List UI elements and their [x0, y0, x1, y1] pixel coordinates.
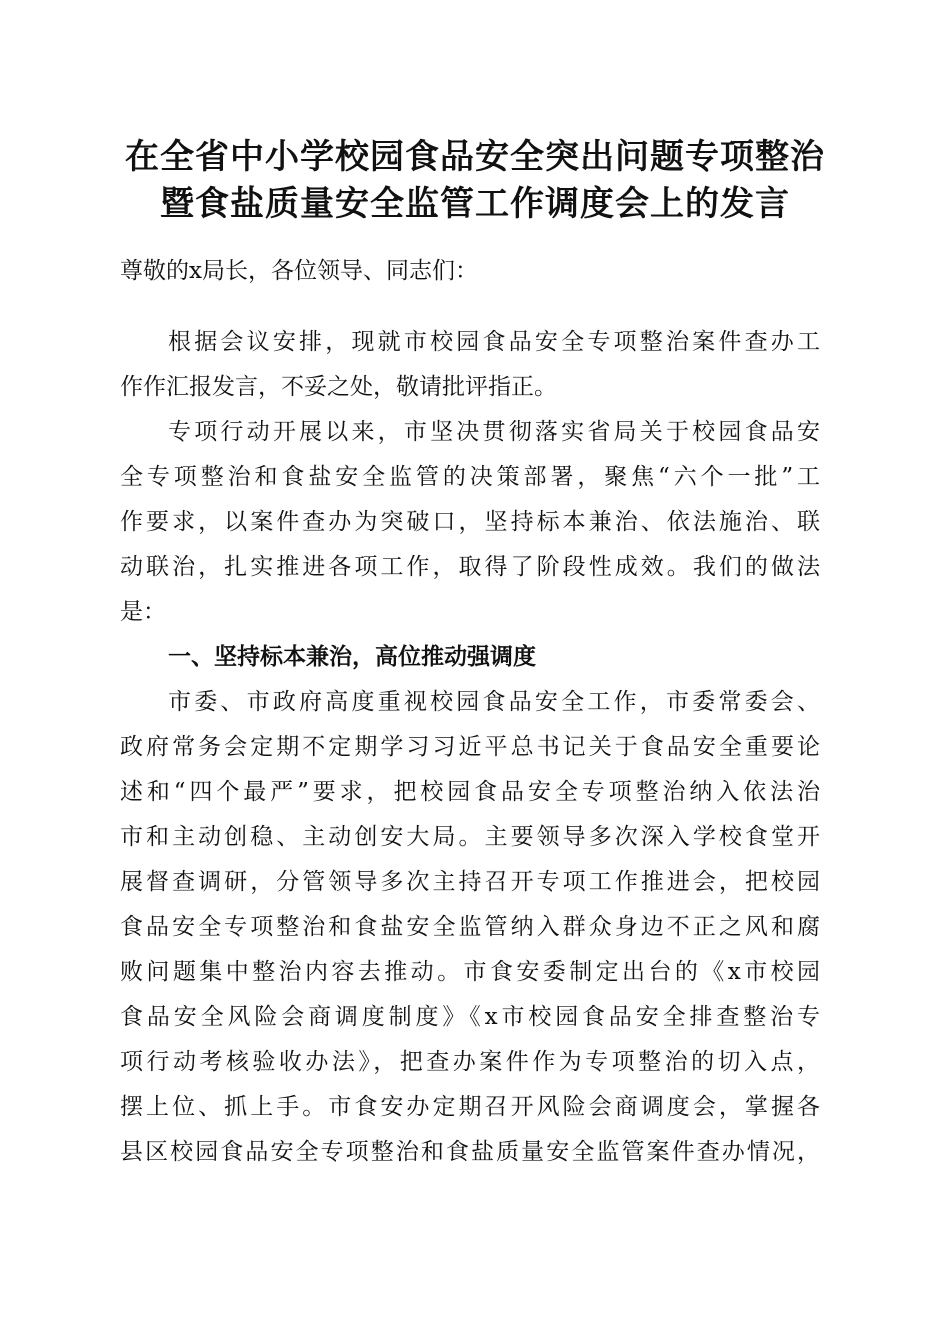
paragraph-3-line-9: 项行动考核验收办法》，把查办案件作为专项整治的切入点，	[120, 1049, 820, 1075]
paragraph-3-line-7: 败问题集中整治内容去推动。市食安委制定出台的《x市校园	[120, 959, 820, 985]
salutation: 尊敬的x局长，各位领导、同志们：	[120, 258, 478, 284]
paragraph-3-line-11: 县区校园食品安全专项整治和食盐质量安全监管案件查办情况，	[120, 1139, 820, 1165]
paragraph-3-line-5: 展督查调研，分管领导多次主持召开专项工作推进会，把校园	[120, 869, 820, 895]
section-heading-1: 一、坚持标本兼治，高位推动强调度	[168, 644, 536, 670]
paragraph-2-line-3: 作要求，以案件查办为突破口，坚持标本兼治、依法施治、联	[120, 509, 820, 535]
paragraph-3-line-3: 述和“四个最严”要求，把校园食品安全专项整治纳入依法治	[120, 779, 820, 805]
paragraph-3-line-1: 市委、市政府高度重视校园食品安全工作，市委常委会、	[168, 689, 820, 715]
paragraph-1-line-1: 根据会议安排，现就市校园食品安全专项整治案件查办工	[168, 329, 820, 355]
paragraph-3-line-10: 摆上位、抓上手。市食安办定期召开风险会商调度会，掌握各	[120, 1094, 820, 1120]
paragraph-2-line-1: 专项行动开展以来，市坚决贯彻落实省局关于校园食品安	[168, 419, 820, 445]
paragraph-2-line-2: 全专项整治和食盐安全监管的决策部署，聚焦“六个一批”工	[120, 464, 820, 490]
paragraph-3-line-6: 食品安全专项整治和食盐安全监管纳入群众身边不正之风和腐	[120, 914, 820, 940]
document-title-line-2: 暨食盐质量安全监管工作调度会上的发言	[160, 184, 790, 224]
paragraph-3-line-4: 市和主动创稳、主动创安大局。主要领导多次深入学校食堂开	[120, 824, 820, 850]
paragraph-2-line-5: 是：	[120, 599, 166, 625]
paragraph-3-line-2: 政府常务会定期不定期学习习近平总书记关于食品安全重要论	[120, 734, 820, 760]
paragraph-3-line-8: 食品安全风险会商调度制度》《x市校园食品安全排查整治专	[120, 1004, 820, 1030]
paragraph-1-line-2: 作作汇报发言，不妥之处，敬请批评指正。	[120, 374, 557, 400]
paragraph-2-line-4: 动联治，扎实推进各项工作，取得了阶段性成效。我们的做法	[120, 554, 820, 580]
document-title-line-1: 在全省中小学校园食品安全突出问题专项整治	[125, 137, 825, 177]
